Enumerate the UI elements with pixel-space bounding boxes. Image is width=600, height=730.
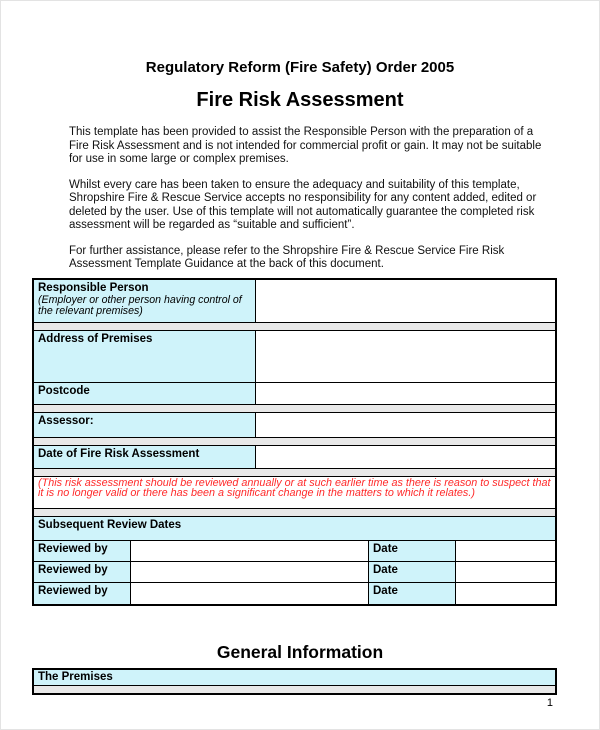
general-information-heading: General Information bbox=[216, 641, 384, 662]
row-separator bbox=[34, 469, 555, 477]
assessor-label: Assessor: bbox=[34, 413, 256, 437]
responsible-person-note: (Employer or other person having control of the relevant premises) bbox=[38, 293, 242, 318]
intro-paragraph-1: This template has been provided to assist the Responsible Person with the preparation of a Fire Risk Assessment and is not intended for commercial profit or gain. It may not be suitable for use in some large or complex premises. bbox=[69, 126, 542, 165]
reviewed-by-input[interactable] bbox=[131, 583, 369, 604]
page-number: 1 bbox=[546, 696, 553, 709]
date-of-assessment-input[interactable] bbox=[256, 446, 555, 468]
subsequent-review-dates-label: Subsequent Review Dates bbox=[34, 517, 555, 540]
review-date-label: Date bbox=[369, 583, 456, 604]
date-of-assessment-row bbox=[34, 446, 555, 469]
row-separator bbox=[34, 405, 555, 413]
premises-section-label: The Premises bbox=[34, 670, 555, 686]
review-row-1 bbox=[34, 541, 555, 562]
responsible-person-label-cell bbox=[34, 280, 256, 322]
address-of-premises-label: Address of Premises bbox=[34, 331, 256, 382]
review-date-label: Date bbox=[369, 541, 456, 561]
row-separator bbox=[34, 323, 555, 331]
responsible-person-row bbox=[34, 280, 555, 323]
intro-paragraph-3: For further assistance, please refer to the Shropshire Fire & Rescue Service Fire Risk Assessment Template Guidance at the back of this document. bbox=[69, 244, 505, 270]
reviewed-by-input[interactable] bbox=[131, 541, 369, 561]
assessor-row bbox=[34, 413, 555, 438]
review-date-input[interactable] bbox=[456, 583, 555, 604]
review-note-text: (This risk assessment should be reviewed annually or at such earlier time as there is reason to suspect that it is no longer valid or there has been a significant change in the matters to which it relates.) bbox=[34, 477, 555, 508]
fire-risk-assessment-form-table bbox=[32, 278, 557, 606]
reviewed-by-label: Reviewed by bbox=[34, 541, 131, 561]
address-of-premises-input[interactable] bbox=[256, 331, 555, 382]
postcode-row bbox=[34, 383, 555, 405]
intro-paragraph-2: Whilst every care has been taken to ensure the adequacy and suitability of this template, Shropshire Fire & Rescue Service accepts no responsibility for any content added, edited or deleted by the user. Use of this template will not automatically guarantee the completed risk assessment will be regarded as “suitable and sufficient”. bbox=[69, 178, 537, 231]
date-of-assessment-label: Date of Fire Risk Assessment bbox=[34, 446, 256, 468]
responsible-person-input[interactable] bbox=[256, 280, 555, 322]
review-date-input[interactable] bbox=[456, 541, 555, 561]
document-subtitle: Fire Risk Assessment bbox=[196, 89, 404, 111]
intro-paragraphs bbox=[69, 126, 556, 272]
reviewed-by-label: Reviewed by bbox=[34, 583, 131, 604]
reviewed-by-label: Reviewed by bbox=[34, 562, 131, 582]
row-separator bbox=[34, 438, 555, 446]
postcode-label: Postcode bbox=[34, 383, 256, 404]
row-separator bbox=[34, 509, 555, 517]
review-date-input[interactable] bbox=[456, 562, 555, 582]
responsible-person-label: Responsible Person bbox=[38, 281, 149, 294]
document-title: Regulatory Reform (Fire Safety) Order 2005 bbox=[145, 59, 455, 76]
review-date-label: Date bbox=[369, 562, 456, 582]
review-note-row bbox=[34, 477, 555, 509]
postcode-input[interactable] bbox=[256, 383, 555, 404]
review-row-2 bbox=[34, 562, 555, 583]
premises-section-table bbox=[32, 668, 557, 695]
reviewed-by-input[interactable] bbox=[131, 562, 369, 582]
review-row-3 bbox=[34, 583, 555, 604]
assessor-input[interactable] bbox=[256, 413, 555, 437]
address-of-premises-row bbox=[34, 331, 555, 383]
subsequent-review-dates-row bbox=[34, 517, 555, 541]
row-separator bbox=[34, 686, 555, 693]
